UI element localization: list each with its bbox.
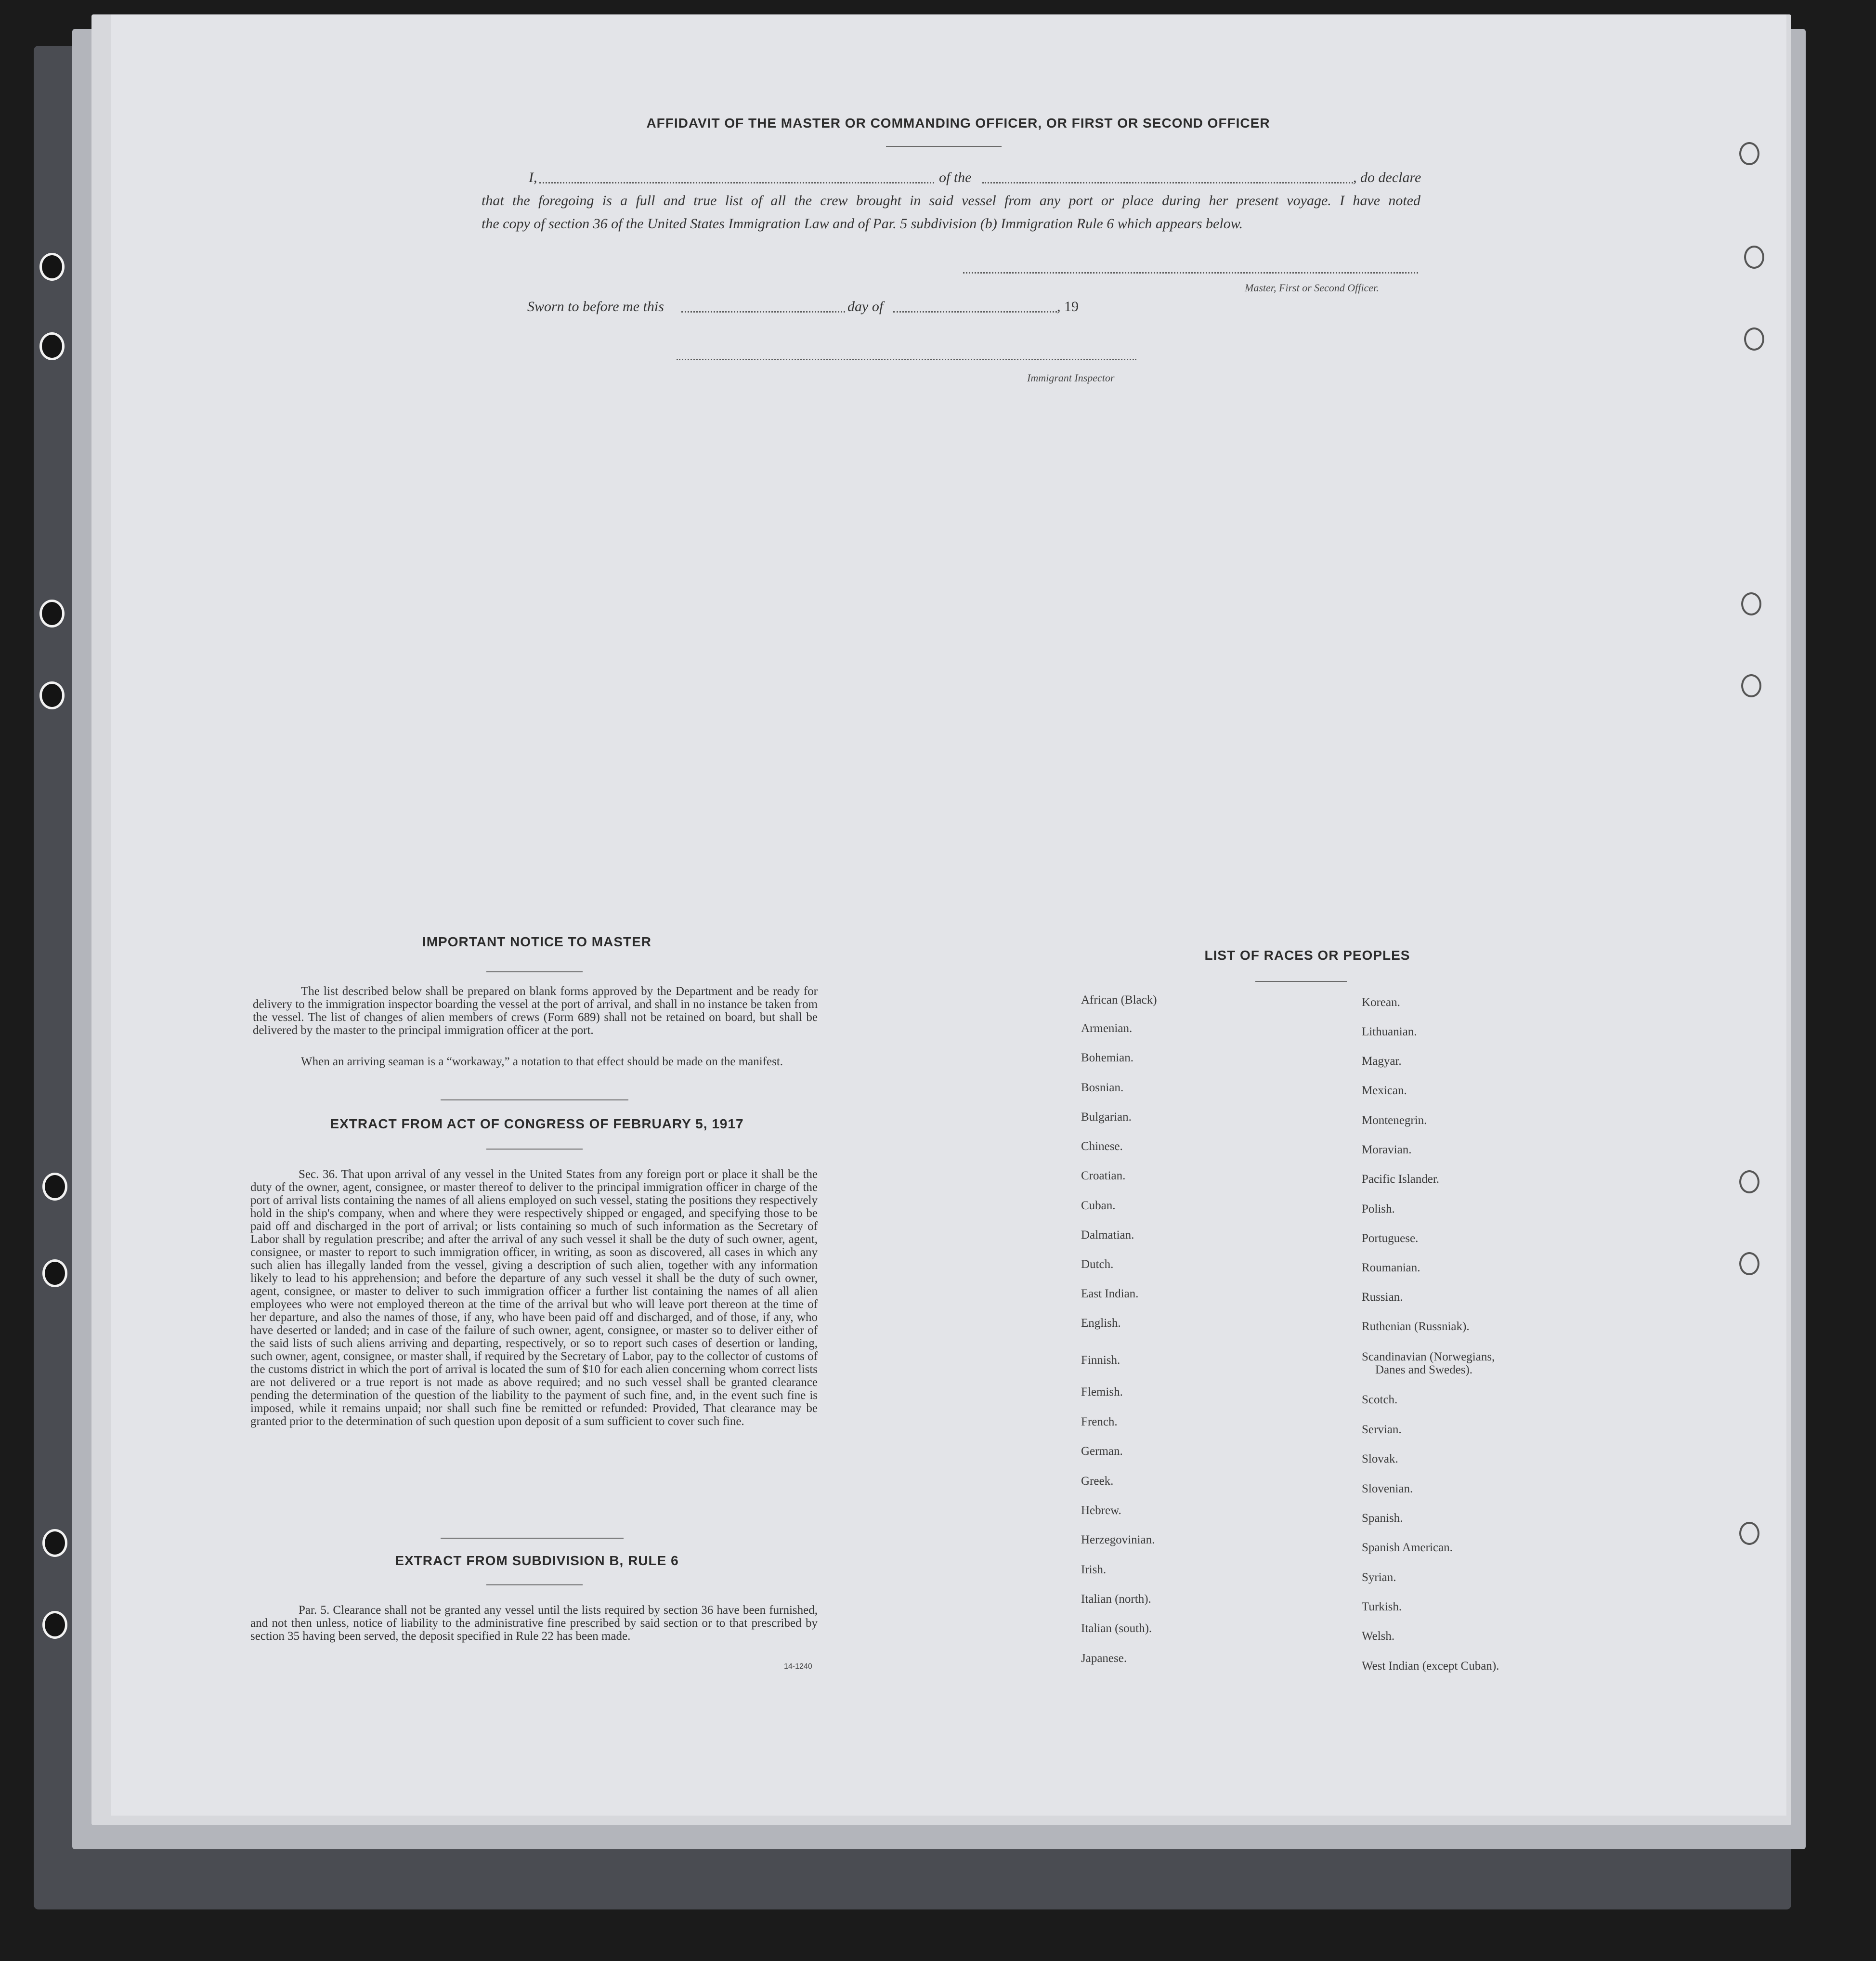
divider (486, 1584, 583, 1585)
race-item-label: Russian. (1362, 1291, 1403, 1304)
race-item: Hebrew. (1081, 1504, 1121, 1517)
race-item: Dutch. (1081, 1258, 1114, 1271)
divider (1255, 981, 1347, 982)
rule-extract-title: EXTRACT FROM SUBDIVISION B, RULE 6 (395, 1553, 679, 1568)
affidavit-declare-label: , do declare (1353, 170, 1421, 185)
sworn-label: Sworn to before me this (527, 299, 664, 314)
race-item-label: Pacific Islander. (1362, 1173, 1440, 1186)
race-item (1362, 1173, 1439, 1186)
race-item: East Indian. (1081, 1287, 1139, 1300)
race-item (1362, 1291, 1403, 1304)
affidavit-of-the-label: of the (939, 170, 972, 185)
binder-hole-icon (39, 253, 65, 281)
race-item (1362, 1114, 1427, 1127)
race-item (1362, 1084, 1407, 1097)
race-item: French. (1081, 1415, 1118, 1428)
race-item-label: Montenegrin. (1362, 1114, 1427, 1127)
affidavit-statement-line: the copy of section 36 of the United States Immigration Law and of Par. 5 subdivision (b) Immigration Rule 6 which appears below. (482, 216, 1243, 232)
race-item-label: Mexican. (1362, 1084, 1407, 1097)
race-item (1362, 1630, 1394, 1643)
race-item-label: Moravian. (1362, 1143, 1412, 1156)
race-item (1362, 996, 1400, 1009)
document-sheet (111, 14, 1786, 1816)
race-item (1362, 1571, 1396, 1584)
sworn-day-of-label: day of (847, 299, 884, 314)
punch-hole-icon (1741, 592, 1761, 615)
race-item-label: Roumanian. (1362, 1261, 1420, 1274)
binder-hole-icon (39, 332, 65, 360)
race-item-label: Portuguese. (1362, 1232, 1419, 1245)
race-item: Irish. (1081, 1563, 1107, 1576)
race-item: Bulgarian. (1081, 1111, 1132, 1124)
race-item: Italian (south). (1081, 1622, 1152, 1635)
race-item-continuation: Danes and Swedes). (1375, 1363, 1473, 1376)
race-item: Herzegovinian. (1081, 1533, 1155, 1546)
race-item (1362, 1512, 1403, 1525)
race-item (1362, 1320, 1470, 1333)
race-item (1362, 1600, 1402, 1613)
race-item (1362, 1055, 1402, 1068)
sworn-month-field[interactable] (893, 311, 1057, 313)
punch-hole-icon (1739, 1252, 1759, 1275)
notice-paragraph: When an arriving seaman is a “workaway,” a notation to that effect should be made on the manifest. (301, 1055, 783, 1068)
race-item: Chinese. (1081, 1140, 1123, 1153)
race-item-label: Syrian. (1362, 1571, 1396, 1584)
notice-title: IMPORTANT NOTICE TO MASTER (422, 934, 652, 949)
affidavit-statement-line: that the foregoing is a full and true list of all the crew brought in said vessel from any port or place during her present voyage. I have noted (482, 193, 1420, 209)
race-item (1362, 1482, 1413, 1495)
inspector-signature-field[interactable] (677, 359, 1136, 360)
race-item (1362, 1203, 1395, 1216)
race-item-label: Magyar. (1362, 1055, 1402, 1068)
race-item (1362, 1660, 1499, 1673)
race-item: African (Black) (1081, 994, 1157, 1007)
race-item-label: Slovenian. (1362, 1482, 1413, 1495)
race-item: Italian (north). (1081, 1593, 1151, 1606)
race-item: Finnish. (1081, 1354, 1120, 1367)
master-signature-caption: Master, First or Second Officer. (1245, 282, 1379, 294)
binder-hole-icon (42, 1529, 67, 1557)
race-item: Cuban. (1081, 1199, 1116, 1212)
form-number: 14-1240 (784, 1662, 812, 1671)
race-item: Greek. (1081, 1475, 1114, 1488)
race-item-label: Korean. (1362, 996, 1400, 1009)
race-item (1362, 1261, 1420, 1274)
race-item: Dalmatian. (1081, 1229, 1134, 1242)
vessel-blank-field[interactable] (982, 182, 1353, 183)
divider (486, 1149, 583, 1150)
binder-hole-icon (42, 1259, 67, 1287)
sworn-year-label: , 19 (1057, 299, 1079, 314)
race-item: Japanese. (1081, 1652, 1127, 1665)
race-item-label: Scotch. (1362, 1393, 1398, 1406)
affidavit-i-label: I, (529, 170, 537, 185)
race-item-label: Lithuanian. (1362, 1025, 1417, 1038)
race-item (1362, 1232, 1418, 1245)
race-item (1362, 1423, 1402, 1436)
punch-hole-icon (1739, 1522, 1759, 1545)
race-item: Croatian. (1081, 1169, 1126, 1182)
races-title: LIST OF RACES OR PEOPLES (1204, 948, 1410, 963)
race-item: Armenian. (1081, 1022, 1133, 1035)
divider (441, 1099, 628, 1100)
binder-hole-icon (42, 1173, 67, 1201)
punch-hole-icon (1739, 142, 1759, 165)
race-item-label: Scandinavian (Norwegians, (1362, 1350, 1495, 1363)
race-item (1362, 1143, 1411, 1156)
binder-hole-icon (39, 600, 65, 628)
race-item: German. (1081, 1445, 1123, 1458)
act-extract-text: Sec. 36. That upon arrival of any vessel in the United States from any foreign port or place it shall be the duty of the owner, agent, consignee, or master thereof to deliver to the principal immigration officer in charge of the port of arrival lists containing the names of all aliens employed on such vessel, stating the positions they respectively hold in the ship's company, when and where they were respectively shipped or engaged, and specifying those to be paid off and discharged in the port of arrival; or lists containing so much of such information as the Secretary of Labor shall by regulation prescribe; and after the arrival of any such vessel it shall be the duty of such owner, agent, consignee, or master to report to such immigration officer, in writing, as soon as discovered, all cases in which any such alien has illegally landed from the vessel, giving a description of such alien, together with any information likely to lead to his apprehension; and before the departure of any such vessel it shall be the duty of such owner, agent, consignee, or master to deliver to such immigration officer a further list containing the names of all alien employees who were not employed thereon at the time of the arrival but who will leave port thereon at the time of her departure, and also the names of those, if any, who have been paid off and discharged, and of those, if any, who have deserted or landed; and in case of the failure of such owner, agent, consignee, or master so to deliver either of the said lists of such aliens arriving and departing, respectively, or so to report such cases of desertion or landing, such owner, agent, consignee, or master shall, if required by the Secretary of Labor, pay to the collector of customs of the customs district in which the port of arrival is located the sum of $10 for each alien concerning whom correct lists are not delivered or a true report is not made as above required; and no such vessel shall be granted clearance pending the determination of the question of the liability to the payment of such fine, and, in the event such fine is imposed, while it remains unpaid; nor shall such fine be remitted or refunded: Provided, That clearance may be granted prior to the determination of such question upon deposit of a sum sufficient to cover such fine. (250, 1168, 818, 1428)
rule-extract-text: Par. 5. Clearance shall not be granted any vessel until the lists required by section 36 have been furnished, and not then unless, notice of liability to the administrative fine prescribed by said section or to that prescribed by section 35 having been served, the deposit specified in Rule 22 has been made. (250, 1604, 818, 1643)
race-item: Bosnian. (1081, 1081, 1124, 1094)
name-blank-field[interactable] (539, 182, 934, 183)
race-item (1362, 1393, 1397, 1406)
race-item-label: Turkish. (1362, 1600, 1402, 1613)
divider (486, 971, 583, 972)
race-item (1362, 1452, 1398, 1465)
race-item (1362, 1350, 1495, 1376)
master-signature-field[interactable] (963, 272, 1418, 274)
race-item-label: Polish. (1362, 1203, 1395, 1216)
race-item: English. (1081, 1317, 1121, 1330)
divider (441, 1538, 624, 1539)
punch-hole-icon (1744, 246, 1764, 269)
act-extract-title: EXTRACT FROM ACT OF CONGRESS OF FEBRUARY 5, 1917 (330, 1116, 744, 1131)
race-item-label: Ruthenian (Russniak). (1362, 1320, 1470, 1333)
race-item-label: Spanish. (1362, 1512, 1403, 1525)
affidavit-title: AFFIDAVIT OF THE MASTER OR COMMANDING OFFICER, OR FIRST OR SECOND OFFICER (646, 116, 1270, 131)
inspector-caption: Immigrant Inspector (1027, 372, 1115, 384)
race-item (1362, 1541, 1453, 1554)
race-item-label: West Indian (except Cuban). (1362, 1660, 1499, 1673)
race-item-label: Servian. (1362, 1423, 1402, 1436)
punch-hole-icon (1744, 327, 1764, 351)
punch-hole-icon (1739, 1170, 1759, 1193)
notice-paragraph: The list described below shall be prepared on blank forms approved by the Department and be ready for delivery to the immigration inspector boarding the vessel at the port of arrival, and shall in no instance be taken from the vessel. The list of changes of alien members of crews (Form 689) shall not be retained on board, but shall be delivered by the master to the principal immigration officer at the port. (253, 985, 818, 1037)
binder-hole-icon (39, 681, 65, 709)
race-item: Flemish. (1081, 1386, 1123, 1399)
race-item: Bohemian. (1081, 1051, 1134, 1064)
sworn-day-field[interactable] (681, 311, 845, 313)
punch-hole-icon (1741, 674, 1761, 697)
divider (886, 146, 1002, 147)
race-item-label: Spanish American. (1362, 1541, 1453, 1554)
race-item-label: Slovak. (1362, 1452, 1398, 1465)
binder-hole-icon (42, 1611, 67, 1639)
race-item-label: Welsh. (1362, 1630, 1395, 1643)
race-item (1362, 1025, 1417, 1038)
